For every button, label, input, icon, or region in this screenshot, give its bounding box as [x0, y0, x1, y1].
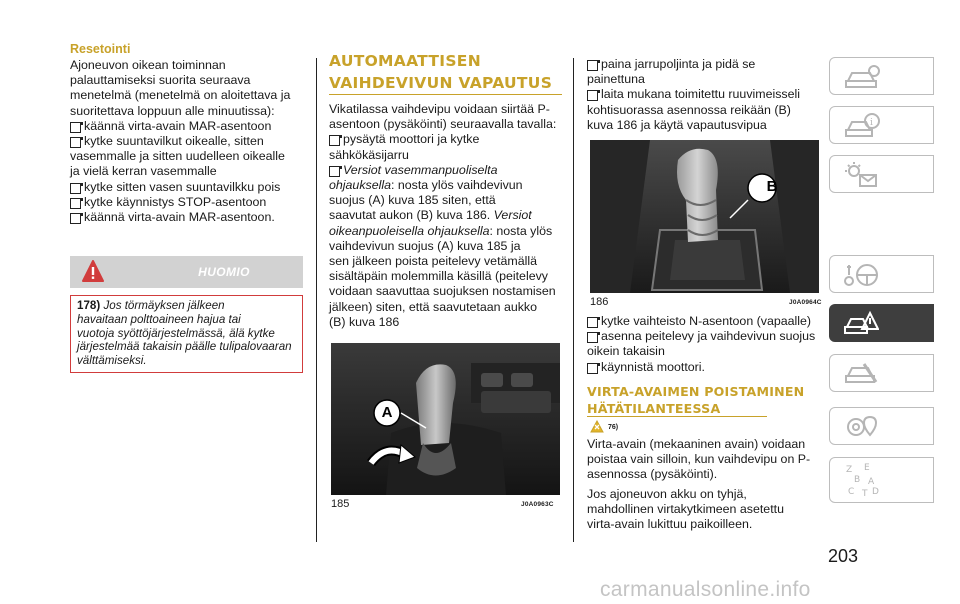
car-warning-icon	[843, 309, 879, 337]
reset-procedure	[70, 58, 304, 225]
heading-underline	[587, 416, 767, 417]
warning-header	[70, 256, 303, 288]
watermark: carmanualsonline.info	[600, 578, 811, 601]
svg-text:E: E	[864, 463, 870, 473]
column-divider	[316, 58, 317, 542]
svg-text:T: T	[862, 489, 868, 499]
list-item: käännä virta-avain MAR-asentoon.	[70, 210, 304, 225]
release-procedure-end: kytke vaihteisto N-asentoon (vapaalle) asenna peitelevy ja vaihdevivun suojus oikein takaisin käynnistä moottori.	[587, 314, 821, 375]
warning-reference: 76)	[608, 424, 619, 431]
checkbox-bullet-icon	[587, 90, 598, 101]
car-service-icon	[844, 360, 880, 388]
release-hole-photo	[590, 140, 819, 293]
list-item: käynnistä moottori.	[587, 360, 821, 375]
list-item: paina jarrupoljinta ja pidä se	[587, 57, 821, 72]
info-i-icon	[844, 112, 880, 140]
key-removal-text	[587, 437, 821, 532]
list-item: kytke sitten vasen suuntavilkku pois	[70, 180, 304, 195]
section-title-line2: VAIHDEVIVUN VAPAUTUS	[329, 74, 553, 92]
figure-label-b: B	[766, 178, 778, 195]
tab-info[interactable]	[829, 106, 934, 144]
body-paragraph: Jos ajoneuvon akku on tyhjä, mahdollinen virtakytkimeen asetettu virta-avain lukittuu paikoilleen.	[587, 486, 784, 532]
tab-service[interactable]	[829, 354, 934, 392]
figure-186-release-hole	[590, 140, 819, 293]
release-procedure-cont: paina jarrupoljinta ja pidä se painettuna laita mukana toimitettu ruuvimeisseli kohtisuorassa asennossa reikään (B) kuva 186 ja käytä vapautusvipua	[587, 57, 821, 133]
body-paragraph: ohjauksella: nosta ylös vaihdevivun suojus (A) kuva 185 siten, että saavutat aukon (B) kuva 186. Versiot oikeanpuoleisella ohjauksella: nosta ylös vaihdevivun suojus (A) kuva 185 ja sen jälkeen poista peitelevy vetämällä sisältäpäin molemmilla käsillä (peitelevy voidaan saavuttaa suojuksen nostamisen jälkeen) siten, että saavutetaan aukko (B) kuva 186	[329, 178, 556, 329]
list-item: pysäytä moottori ja kytke	[329, 132, 563, 147]
list-item: asenna peitelevy ja vaihdevivun suojus	[587, 329, 821, 344]
car-dashboard-icon	[844, 63, 880, 91]
svg-text:D: D	[872, 487, 879, 497]
checkbox-bullet-icon	[70, 213, 81, 224]
body-paragraph: Virta-avain (mekaaninen avain) voidaan poistaa vain silloin, kun vaihdevipu on P- asennossa (pysäköinti).	[587, 437, 811, 482]
checkbox-bullet-icon	[587, 317, 598, 328]
section-heading-line1: VIRTA-AVAIMEN POISTAMINEN	[587, 384, 805, 399]
checkbox-bullet-icon	[70, 137, 81, 148]
warning-title: HUOMIO	[198, 265, 250, 279]
figure-code: J0A0963C	[521, 501, 554, 508]
checkbox-bullet-icon	[70, 183, 81, 194]
figure-label-a: A	[381, 404, 393, 421]
warning-box	[70, 295, 303, 373]
svg-text:Z: Z	[846, 465, 853, 475]
checkbox-bullet-icon	[329, 166, 340, 177]
list-item: kytke käynnistys STOP-asentoon	[70, 195, 304, 210]
steering-wheel-icon	[844, 261, 880, 289]
tab-index[interactable]	[829, 457, 934, 503]
warning-triangle-icon	[82, 260, 104, 284]
checkbox-bullet-icon	[587, 60, 598, 71]
list-item: kytke vaihteisto N-asentoon (vapaalle)	[587, 314, 821, 329]
settings-location-icon	[844, 413, 880, 441]
list-item: käännä virta-avain MAR-asentoon	[70, 119, 304, 134]
warning-small-icon	[590, 420, 604, 434]
tab-lights[interactable]	[829, 155, 934, 193]
svg-text:C: C	[848, 487, 855, 497]
column-divider	[573, 58, 574, 542]
checkbox-bullet-icon	[587, 332, 598, 343]
page-number: 203	[828, 546, 859, 566]
tab-technical[interactable]	[829, 407, 934, 445]
checkbox-bullet-icon	[70, 198, 81, 209]
alphabet-index-icon	[844, 462, 884, 500]
list-item: kytke suuntavilkut oikealle, sitten vasemmalle ja sitten uudelleen oikealle ja vielä kerran vasemmalle	[70, 134, 285, 179]
warning-text: 178) Jos törmäyksen jälkeen havaitaan polttoaineen hajua tai vuotoja syöttöjärjestelmässä, älä kytke järjestelmää takaisin päälle tulipalovaaran välttämiseksi.	[77, 299, 292, 368]
figure-code: J0A0964C	[789, 299, 822, 306]
intro-paragraph: Vikatilassa vaihdevipu voidaan siirtää P- asentoon (pysäköinti) seuraavalla tavalla:	[329, 102, 557, 132]
list-item: Versiot vasemmanpuoliselta	[329, 163, 563, 178]
title-underline	[329, 94, 562, 95]
lights-mail-icon	[844, 161, 880, 189]
svg-text:B: B	[854, 475, 861, 485]
intro-paragraph: Ajoneuvon oikean toiminnan palauttamiseksi suorita seuraava menetelmä (menetelmä on aloitettava ja suoritettava loppuun alle minuutissa):	[70, 58, 291, 118]
tab-driving[interactable]	[829, 255, 934, 293]
figure-number: 186	[590, 296, 609, 308]
section-heading-resetointi: Resetointi	[70, 42, 131, 56]
svg-text:i: i	[870, 118, 873, 128]
checkbox-bullet-icon	[70, 122, 81, 133]
tab-emergency-active[interactable]	[829, 304, 934, 342]
figure-185-gear-lever	[331, 343, 560, 495]
list-item: laita mukana toimitettu ruuvimeisseli	[587, 87, 821, 102]
checkbox-bullet-icon	[329, 135, 340, 146]
section-title-line1: AUTOMAATTISEN	[329, 52, 481, 70]
gear-lever-photo	[331, 343, 560, 495]
release-procedure: Vikatilassa vaihdevipu voidaan siirtää P- asentoon (pysäköinti) seuraavalla tavalla: pysäytä moottori ja kytke sähkökäsijarru Versiot vasemmanpuoliselta ohjauksella: nosta ylös vaihdevivun suojus (A) kuva 185 siten, että saavutat aukon (B) kuva 186. Versiot oikeanpuoleisella ohjauksella: nosta ylös vaihdevivun suojus (A) kuva 185 ja sen jälkeen poista peitelevy vetämällä sisältäpäin molemmilla käsillä (peitelevy voidaan saavuttaa suojuksen nostamisen jälkeen) siten, että saavutetaan aukko (B) kuva 186	[329, 102, 563, 330]
section-heading-line2: HÄTÄTILANTEESSA	[587, 401, 721, 416]
tab-dashboard[interactable]	[829, 57, 934, 95]
svg-text:A: A	[868, 477, 875, 487]
figure-number: 185	[331, 498, 350, 510]
checkbox-bullet-icon	[587, 363, 598, 374]
